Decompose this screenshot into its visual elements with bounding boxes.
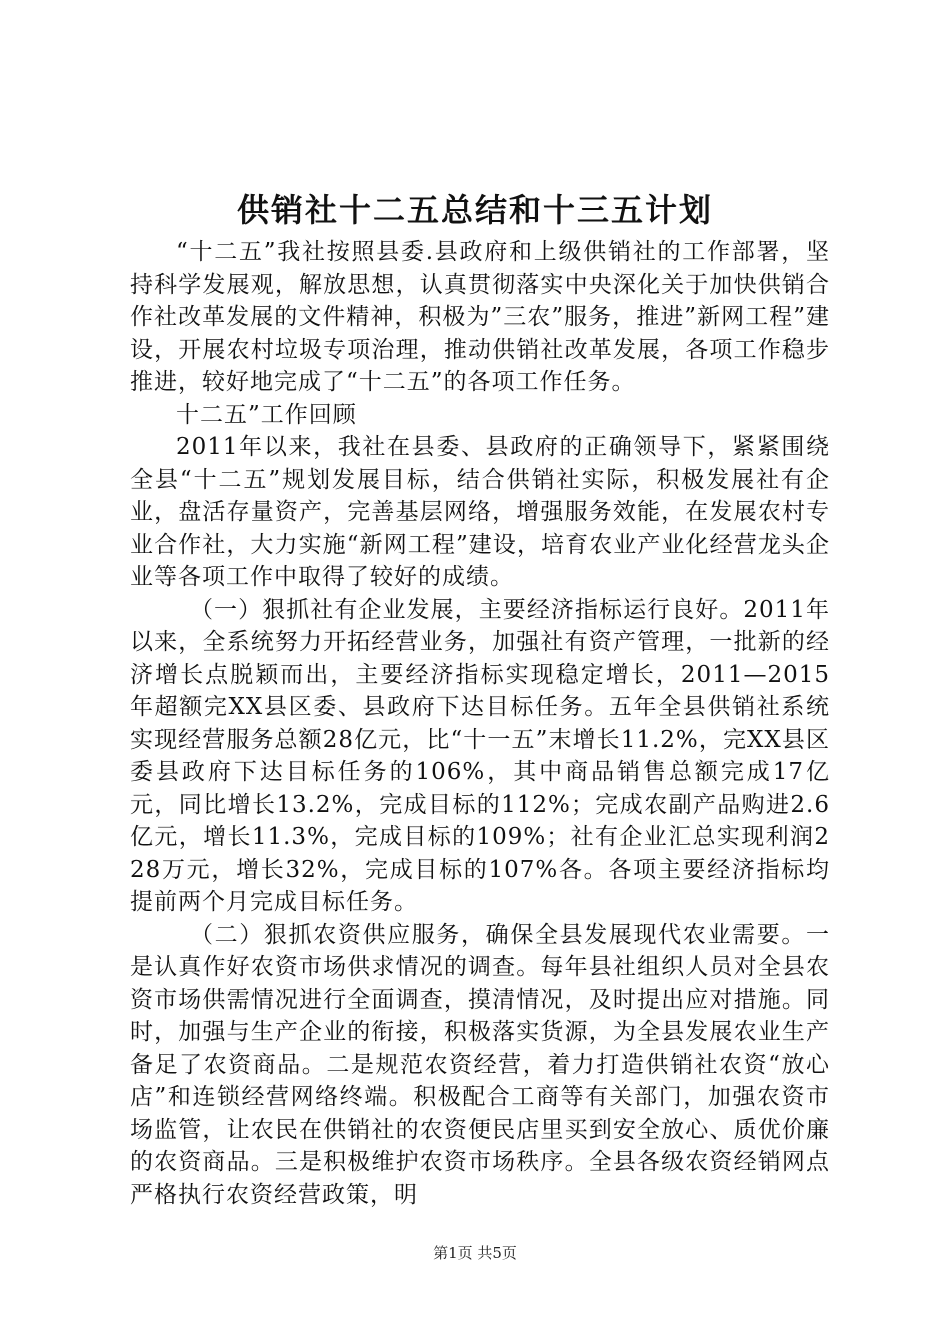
- section-heading-review: 十二五”工作回顾: [176, 401, 357, 428]
- paragraph-section-1: （一）狠抓社有企业发展，主要经济指标运行良好。2011年以来，全系统努力开拓经营业务，加强社有资产管理，一批新的经济增长点脱颖而出，主要经济指标实现稳定增长，2011—2015年超额完XX县区委、县政府下达目标任务。五年全县供销社系统实现经营服务总额28亿元，比“十一五”末增长11.2%，完XX县区委县政府下达目标任务的106%，其中商品销售总额完成17亿元，同比增长13.2%，完成目标的112%；完成农副产品购进2.6亿元，增长11.3%，完成目标的109%；社有企业汇总实现利润228万元，增长32%，完成目标的107%各。各项主要经济指标均提前两个月完成目标任务。: [130, 596, 830, 915]
- page-number-footer: 第1页 共5页: [433, 1244, 517, 1262]
- paragraph-intro: “十二五”我社按照县委.县政府和上级供销社的工作部署，坚持科学发展观，解放思想，认真贯彻落实中央深化关于加快供销合作社改革发展的文件精神，积极为”三农”服务，推进”新网工程”建设，开展农村垃圾专项治理，推动供销社改革发展，各项工作稳步推进，较好地完成了“十二五”的各项工作任务。: [130, 239, 830, 395]
- document-title: 供销社十二五总结和十三五计划: [236, 191, 713, 229]
- document-body: [130, 236, 830, 1211]
- paragraph-section-2: （二）狠抓农资供应服务，确保全县发展现代农业需要。一是认真作好农资市场供求情况的调查。每年县社组织人员对全县农资市场供需情况进行全面调查，摸清情况，及时提出应对措施。同时，加强与生产企业的衔接，积极落实货源，为全县发展农业生产备足了农资商品。二是规范农资经营，着力打造供销社农资“放心店”和连锁经营网络终端。积极配合工商等有关部门，加强农资市场监管，让农民在供销社的农资便民店里买到安全放心、质优价廉的农资商品。三是积极维护农资市场秩序。全县各级农资经销网点严格执行农资经营政策，明: [130, 921, 830, 1208]
- paragraph-overview: 2011年以来，我社在县委、县政府的正确领导下，紧紧围绕全县“十二五”规划发展目标，结合供销社实际，积极发展社有企业，盘活存量资产，完善基层网络，增强服务效能，在发展农村专业合作社，大力实施“新网工程”建设，培育农业产业化经营龙头企业等各项工作中取得了较好的成绩。: [130, 434, 830, 590]
